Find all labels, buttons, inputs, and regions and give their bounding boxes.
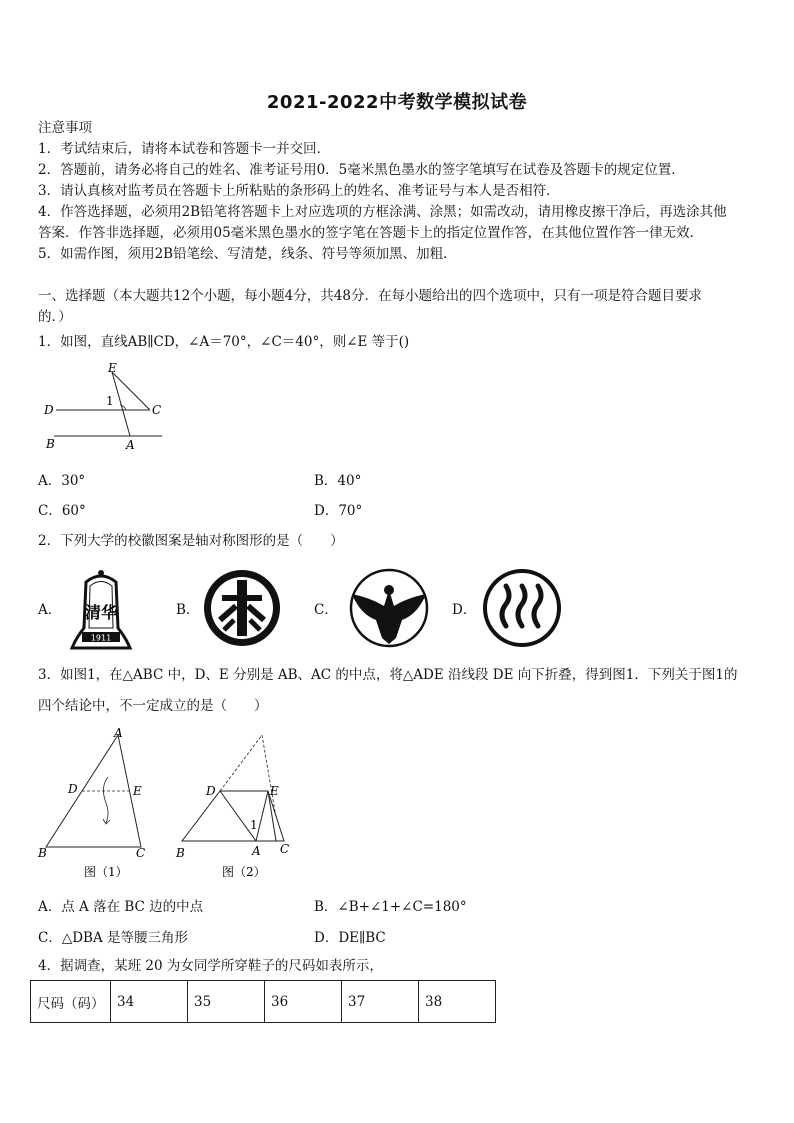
- q3-stem-line2: 四个结论中，不一定成立的是（ ）: [38, 698, 268, 714]
- fig1-label-e: E: [133, 784, 142, 798]
- q4-stem: 4．据调查，某班 20 为女同学所穿鞋子的尺码如表所示，: [38, 958, 383, 974]
- q3-option-a[interactable]: A．点 A 落在 BC 边的中点: [38, 899, 204, 915]
- page-title: 2021-2022中考数学模拟试卷: [266, 92, 528, 113]
- q1-option-d[interactable]: D．70°: [314, 503, 363, 519]
- label-d: D: [44, 403, 54, 417]
- q3-figure-2: [172, 725, 302, 885]
- label-e: E: [108, 361, 117, 375]
- section-heading-line2: 的．）: [38, 309, 72, 325]
- fig2-label-d: D: [206, 784, 216, 798]
- flame-emblem-icon[interactable]: [482, 568, 562, 648]
- q2-option-a[interactable]: A．: [38, 602, 62, 618]
- q1-option-b[interactable]: B．40°: [314, 473, 362, 489]
- table-cell: 34: [111, 981, 188, 1023]
- fig2-caption: 图（2）: [222, 865, 266, 879]
- notice-item-1: 1．考试结束后，请将本试卷和答题卡一并交回．: [38, 141, 331, 157]
- label-1: 1: [106, 394, 114, 408]
- fig1-caption: 图（1）: [84, 865, 128, 879]
- q2-stem: 2．下列大学的校徽图案是轴对称图形的是（ ）: [38, 533, 344, 549]
- notice-item-4: 4．作答选择题，必须用2B铅笔将答题卡上对应选项的方框涂满、涂黑；如需改动，请用橡皮擦干净后，再选涂其他: [38, 204, 727, 220]
- fig2-label-e: E: [270, 784, 279, 798]
- label-a: A: [126, 438, 135, 452]
- label-c: C: [152, 403, 162, 417]
- q1-figure: [40, 360, 180, 455]
- q1-stem: 1．如图，直线AB∥CD，∠A＝70°，∠C＝40°，则∠E 等于(): [38, 334, 410, 350]
- angle-arc: [120, 405, 126, 410]
- fig2-label-b: B: [176, 846, 185, 860]
- table-cell: 36: [265, 981, 342, 1023]
- fig1-label-c: C: [136, 846, 146, 860]
- q1-option-c[interactable]: C．60°: [38, 503, 86, 519]
- q2-option-d[interactable]: D．: [452, 602, 477, 618]
- table-row: [31, 981, 496, 1023]
- fig1-label-a: A: [114, 726, 123, 740]
- table-header-cell: 尺码（码）: [31, 981, 111, 1023]
- fig2-label-c: C: [280, 842, 290, 856]
- table-cell: 37: [342, 981, 419, 1023]
- fig1-label-b: B: [38, 846, 47, 860]
- q3-figure-1: [36, 725, 156, 885]
- label-b: B: [46, 437, 55, 451]
- q3-stem-line1: 3．如图1，在△ABC 中，D、E 分别是 AB、AC 的中点，将△ADE 沿线段 DE 向下折叠，得到图1．下列关于图1的: [38, 667, 738, 683]
- q1-option-a[interactable]: A．30°: [38, 473, 86, 489]
- section-heading-line1: 一、选择题（本大题共12个小题，每小题4分，共48分．在每小题给出的四个选项中，只有一项是符合题目要求: [38, 288, 702, 304]
- fig1-label-d: D: [68, 782, 78, 796]
- fig2-label-a: A: [252, 844, 261, 858]
- pku-emblem-icon[interactable]: [202, 568, 282, 648]
- bell-emblem-icon[interactable]: [66, 568, 136, 652]
- q2-option-b[interactable]: B．: [176, 602, 200, 618]
- emblem-a-year: 1911: [90, 633, 112, 643]
- fig2-label-1: 1: [250, 818, 258, 832]
- q3-option-c[interactable]: C．△DBA 是等腰三角形: [38, 930, 188, 946]
- table-cell: 38: [419, 981, 496, 1023]
- table-cell: 35: [188, 981, 265, 1023]
- notice-item-5: 5．如需作图，须用2B铅笔绘、写清楚，线条、符号等须加黑、加粗．: [38, 246, 457, 262]
- q3-option-b[interactable]: B．∠B+∠1+∠C=180°: [314, 899, 467, 915]
- eagle-emblem-icon[interactable]: [346, 568, 432, 648]
- notice-item-3: 3．请认真核对监考员在答题卡上所粘贴的条形码上的姓名、准考证号与本人是否相符．: [38, 183, 560, 199]
- shoe-size-table: [30, 980, 496, 1023]
- notice-item-2: 2．答题前，请务必将自己的姓名、准考证号用0．5毫米黑色墨水的签字笔填写在试卷及答题卡的规定位置．: [38, 162, 685, 178]
- emblem-a-text: 清华: [84, 603, 118, 622]
- q2-option-c[interactable]: C．: [314, 602, 338, 618]
- notice-item-4-cont: 答案．作答非选择题，必须用05毫米黑色墨水的签字笔在答题卡上的指定位置作答，在其他位置作答一律无效．: [38, 225, 704, 241]
- notice-heading: 注意事项: [38, 120, 92, 136]
- q3-option-d[interactable]: D．DE∥BC: [314, 930, 386, 946]
